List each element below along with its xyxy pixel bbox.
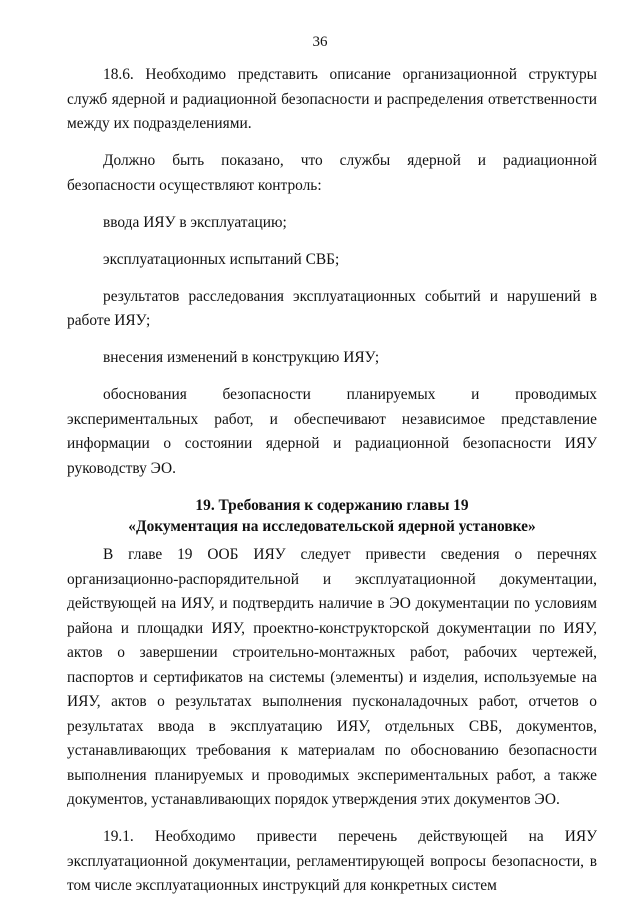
paragraph-18-6: 18.6. Необходимо представить описание организационной структуры служб ядерной и радиационной безопасности и распределения ответственности между их подразделениями.	[67, 66, 597, 132]
page-number: 36	[312, 34, 328, 50]
list-item: эксплуатационных испытаний СВБ;	[103, 250, 340, 268]
section-heading-line2: «Документация на исследовательской ядерной установке»	[128, 518, 536, 535]
paragraph-control-intro: Должно быть показано, что службы ядерной и радиационной безопасности осуществляют контроль:	[67, 152, 597, 194]
list-item: обоснования безопасности планируемых и проводимых экспериментальных работ, и обеспечивают независимое представление информации о состоянии ядерной и радиационной безопасности ИЯУ руководству ЭО.	[67, 386, 597, 477]
paragraph-19-1: 19.1. Необходимо привести перечень действующей на ИЯУ эксплуатационной документации, регламентирующей вопросы безопасности, в том числе эксплуатационных инструкций для конкретных систем	[67, 828, 597, 894]
paragraph-chapter-19: В главе 19 ООБ ИЯУ следует привести сведения о перечнях организационно-распорядительной и эксплуатационной документации, действующей на ИЯУ, и подтвердить наличие в ЭО документации по условиям района и площадки ИЯУ, проектно-конструкторской документации по ИЯУ, актов о завершении строительно-монтажных работ, рабочих чертежей, паспортов и сертификатов на системы (элементы) и изделия, используемые на ИЯУ, актов о результатах выполнения пусконаладочных работ, отчетов о результатах ввода в эксплуатацию ИЯУ, отдельных СВБ, документов, устанавливающих требования к материалам по обоснованию безопасности выполнения планируемых и проводимых экспериментальных работ, а также документов, устанавливающих порядок утверждения этих документов ЭО.	[67, 546, 597, 808]
document-body	[67, 63, 597, 899]
list-item: ввода ИЯУ в эксплуатацию;	[103, 213, 287, 231]
list-item: результатов расследования эксплуатационных событий и нарушений в работе ИЯУ;	[67, 287, 597, 329]
section-heading	[67, 495, 597, 537]
section-heading-line1: 19. Требования к содержанию главы 19	[195, 497, 469, 514]
list-item: внесения изменений в конструкцию ИЯУ;	[103, 349, 380, 366]
